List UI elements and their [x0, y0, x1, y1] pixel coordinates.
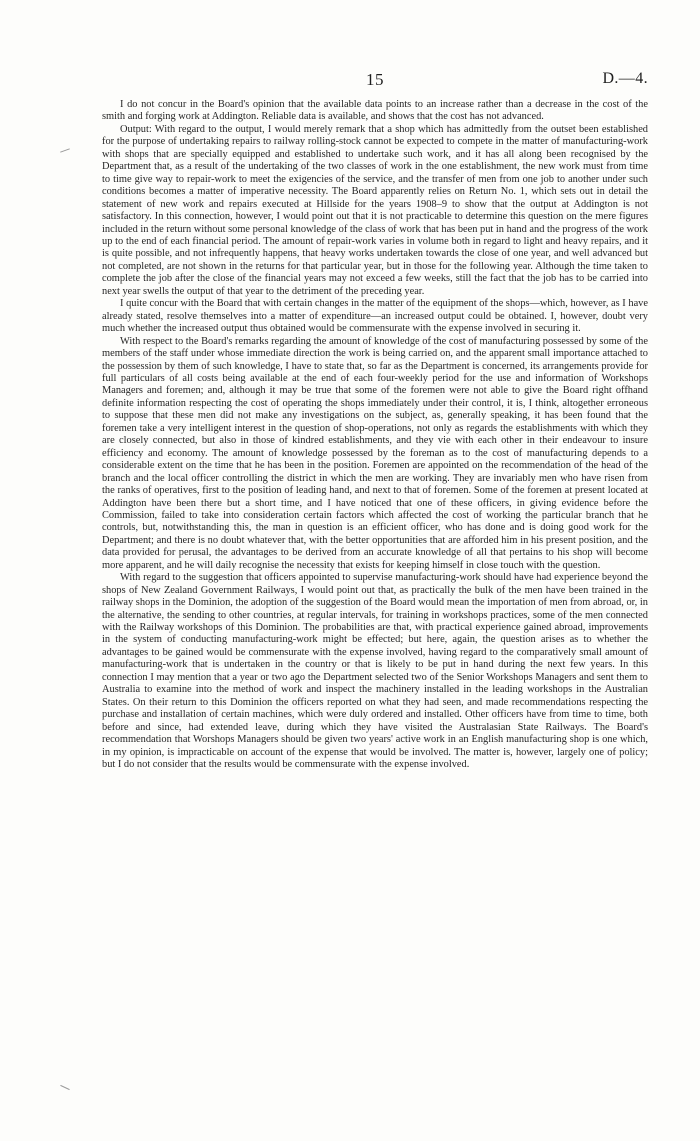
paragraph-smith-forging-cost: I do not concur in the Board's opinion that the available data points to an increase rather than a decrease in the cost of the smith and forging work at Addington. Reliable data is available, and shows that the cost has not advanced.: [102, 99, 648, 123]
paragraph-equipment: I quite concur with the Board that with certain changes in the matter of the equipment of the shops—which, however, as I have already stated, resolve themselves into a matter of expenditure—an increased output could be obtained. I, however, doubt very much whether the increased output thus obtained would be commensurate with the expense involved in securing it.: [102, 298, 648, 335]
paragraph-officer-experience: With regard to the suggestion that officers appointed to supervise manufacturing-work should have had experience beyond the shops of New Zealand Government Railways, I would point out that, as practically the bulk of the men have been trained in the railway shops in the Dominion, the adoption of the suggestion of the Board would mean the importation of men from abroad, or, in the alternative, the sending to other countries, at regular intervals, for training in workshops practices, some of the men connected with the Railway workshops of this Dominion. The probabilities are that, with practical experience gained abroad, improvements in the system of conducting manufacturing-work might be effected; but here, again, the question arises as to whether the advantages to be gained would be commensurate with the expense involved, having regard to the comparatively small amount of manufacturing-work that is undertaken in the country or that is likely to be put in hand during the next few years. In this connection I may mention that a year or two ago the Department selected two of the Senior Workshops Managers and sent them to Australia to examine into the method of work and inspect the machinery installed in the leading workshops in the Australian States. On their return to this Dominion the officers reported on what they had seen, and made recommendations respecting the purchase and installation of certain machines, which were duly ordered and installed. Other officers have from time to time, both before and since, had extended leave, during which they have visited the Australasian State Railways. The Board's recommendation that Worshops Managers should be given two years' active work in an English manufacturing shop is one which, in my opinion, is impracticable on account of the expense that would be involved. The matter is, however, largely one of policy; but I do not consider that the results would be commensurate with the expense involved.: [102, 572, 648, 771]
paragraph-output: Output: With regard to the output, I would merely remark that a shop which has admittedly from the outset been established for the purpose of undertaking repairs to railway rolling-stock cannot be expected to compete in the matter of manufacturing-work with shops that are specially equipped and established to undertake such work, and it has all along been recognised by the Department that, as a result of the undertaking of the two classes of work in the one establishment, the new work must from time to time give way to repair-work to meet the exigencies of the service, and the transfer of men from one job to another under such conditions becomes a matter of imperative necessity. The Board apparently relies on Return No. 1, which sets out in detail the statement of new work and repairs executed at Hillside for the years 1908–9 to show that the output at Addington is not satisfactory. In this connection, however, I would point out that it is not practicable to determine this question on the mere figures included in the return without some personal knowledge of the class of work that has been put in hand and the progress of the work up to the end of each financial period. The amount of repair-work varies in volume both in regard to light and heavy repairs, and it is quite possible, and not infrequently happens, that heavy works undertaken towards the close of one year, and well advanced but not completed, are not shown in the returns for that particular year, but in those for the following year. Although the time taken to complete the job after the close of the financial years may not exceed a few weeks, still the fact that the job has to be carried into next year swells the output of that year to the detriment of the preceding year.: [102, 123, 648, 297]
paragraph-cost-knowledge: With respect to the Board's remarks regarding the amount of knowledge of the cost of manufacturing possessed by some of the members of the staff under whose immediate direction the work is being carried on, and the apparent small importance attached to the possession by them of such knowledge, I have to state that, so far as the Department is concerned, its arrangements provide for full particulars of all costs being available at the end of each four-weekly period for the use and information of Workshops Managers and foremen; and, although it may be true that some of the foremen were not able to give the Board right offhand definite information respecting the cost of operating the shops immediately under their control, it is, I think, altogether erroneous to suppose that these men did not make any investigations on the subject, as, generally speaking, it has been found that the foremen take a very intelligent interest in the question of shop-operations, not only as regards the establishments with which they are closely connected, but also in those of kindred establishments, and they vie with each other in their endeavour to insure efficiency and economy. The amount of knowledge possessed by the foreman as to the cost of manufacturing depends to a considerable extent on the time that he has been in the position. Foremen are appointed on the recommendation of the head of the branch and the local officer controlling the district in which the men are working. They are invariably men who have risen from the ranks of operatives, first to the position of leading hand, and next to that of foremen. Some of the foremen at present located at Addington have been there but a short time, and I have noticed that one of these officers, in giving evidence before the Commission, failed to take into consideration certain factors which affected the cost of working the particular branch that he controls, but, notwithstanding this, the man in question is an efficient officer, who has done and is doing good work for the Department; and there is no doubt whatever that, with the better opportunities that are afforded him in his present position, and the data provided for perusal, the advantages to be derived from an accurate knowledge of all that pertains to his shop will become more apparent, and he will daily recognise the necessity that exists for keeping himself in close touch with the question.: [102, 335, 648, 571]
margin-mark: [60, 1085, 69, 1090]
body-text: [102, 99, 648, 771]
page-header: [102, 70, 648, 92]
series-reference: D.—4.: [602, 70, 648, 87]
margin-mark: [60, 148, 70, 152]
page-number: 15: [366, 70, 384, 89]
